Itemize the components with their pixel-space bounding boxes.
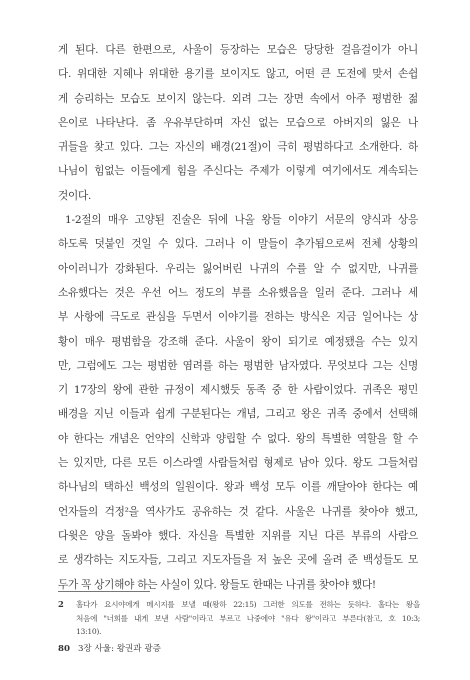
text-line: 게 된다. 다른 한편으로, 사울이 등장하는 모습은 당당한 걸음걸이가 아니 [58,44,418,56]
text-line: 로 생각하는 지도자들, 그리고 지도자들을 저 높은 곳에 올려 준 백성들도 모 [58,554,418,567]
text-line: 하나님의 택하신 백성의 일원이다. 왕과 백성 모두 이를 깨달아야 한다는 예 [58,481,418,494]
text-line: 아이러니가 강화된다. 우리는 잃어버린 나귀의 수를 알 수 없지만, 나귀를 [58,262,418,275]
page-footer [58,642,161,654]
text-line: 다윗은 양을 돌봐야 했다. 자신을 특별한 지위를 지닌 다른 부류의 사람으 [58,529,418,542]
footnote [58,598,420,639]
text-line: 은이로 나타난다. 좀 우유부단하며 자신 없는 모습으로 아버지의 잃은 나 [58,116,418,129]
text-line: 소유했다는 것은 우선 어느 정도의 부를 소유했음을 일러 준다. 그러나 세 [58,286,418,299]
text-line: 두가 꼭 상기해야 하는 사실이 있다. 왕들도 한때는 나귀를 찾아야 했다! [58,578,376,591]
footnote-number: 2 [58,599,64,609]
footnote-divider [58,591,150,592]
text-line: 나님이 힘없는 이들에게 힘을 주신다는 주제가 이렇게 여기에서도 계속되는 [58,165,418,178]
text-line: 귀들을 찾고 있다. 그는 자신의 배경(21절)이 극히 평범하다고 소개한다. 하 [58,141,418,154]
text-line: 하도록 덧붙인 것일 수 있다. 그러나 이 말들이 추가됨으로써 전체 상황의 [58,238,418,251]
text-line: 1-2절의 매우 고양된 진술은 뒤에 나올 왕들 이야기 서문의 양식과 상응 [65,214,418,227]
footnote-line: 처음에 "너희를 내게 보낸 사람"이라고 부르고 나중에야 "유다 왕"이라고 부른다(참고, 호 10:3; [76,613,420,623]
footnote-line: 13:10). [76,627,102,636]
text-line: 다. 위대한 지혜나 위대한 용기를 보이지도 않고, 어떤 큰 도전에 맞서 손쉽 [58,68,418,81]
text-line: 배경을 지닌 이들과 쉽게 구분된다는 개념, 그리고 왕은 귀족 중에서 선택해 [58,408,418,421]
text-line: 것이다. [58,189,92,202]
text-line: 야 한다는 개념은 언약의 신학과 양립할 수 없다. 왕의 특별한 역할을 할 수 [58,432,418,445]
body-text [58,38,418,597]
text-line: 부 사항에 극도로 관심을 두면서 이야기를 전하는 방식은 지금 일어나는 상 [58,311,418,324]
text-line: 기 17장의 왕에 관한 규정이 제시했듯 동족 중 한 사람이었다. 귀족은 평민 [58,384,418,397]
text-line: 게 승리하는 모습도 보이지 않는다. 외려 그는 장면 속에서 아주 평범한 젊 [58,92,418,105]
text-line: 는 있지만, 다른 모든 이스라엘 사람들처럼 형제로 남아 있다. 왕도 그들처럼 [58,457,418,470]
page-number: 80 [58,644,70,654]
text-line: 언자들의 걱정²을 역사가도 공유하는 것 같다. 사울은 나귀를 찾아야 했고, [58,505,418,518]
running-footer-chapter: 3장 사울: 왕권과 광증 [77,644,161,654]
text-line: 만, 그럼에도 그는 평범한 염려를 하는 평범한 남자였다. 무엇보다 그는 신명 [58,359,418,372]
footnote-line: 홀다가 요시야에게 메시지를 보낼 때(왕하 22:15) 그러한 의도를 전하는 듯하다. 홀다는 왕을 [76,600,420,609]
text-line: 황이 매우 평범함을 강조해 준다. 사울이 왕이 되기로 예정됐을 수는 있지 [58,335,418,348]
